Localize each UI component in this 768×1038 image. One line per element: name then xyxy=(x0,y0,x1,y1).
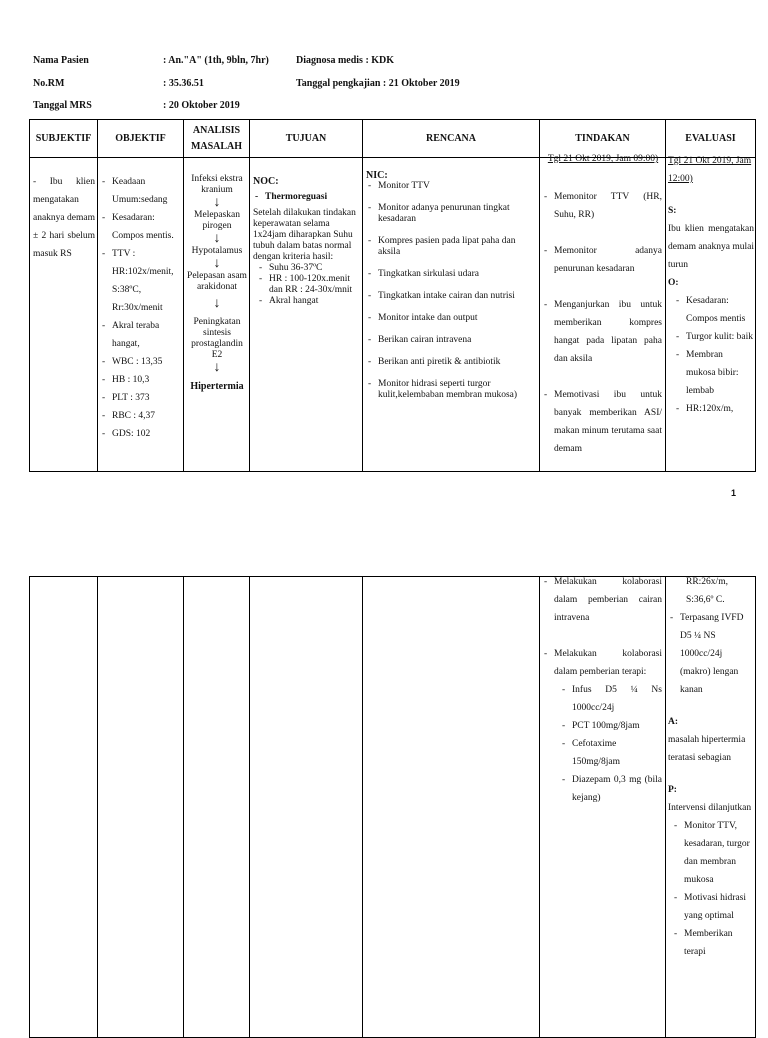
medical-diagnosis: Diagnosa medis : KDK xyxy=(296,55,395,66)
list-item: - Monitor intake dan output xyxy=(366,313,536,324)
list-item: - Tingkatkan sirkulasi udara xyxy=(366,269,536,280)
patient-name-label: Nama Pasien xyxy=(33,55,89,66)
list-item: - Keadaan Umum:sedang xyxy=(100,173,182,209)
list-item: - Kesadaran: Compos mentis. xyxy=(100,209,182,245)
eval-vitals: RR:26x/m, S:36,6º C. xyxy=(686,577,728,605)
list-item: - Membran mukosa bibir: lembab xyxy=(674,346,754,400)
arrow-down-icon: ↓ xyxy=(213,195,221,210)
list-item: - Turgor kulit: baik xyxy=(674,328,754,346)
o-list xyxy=(668,292,754,418)
list-item: - Suhu 36-37ºC xyxy=(257,263,360,274)
flow-step: Peningkatan sintesis prostaglandin E2 xyxy=(191,317,243,360)
list-item: - PLT : 373 xyxy=(100,389,182,407)
terapi-list xyxy=(554,681,662,807)
list-item: - Terpasang IVFD D5 ¼ NS 1000cc/24j (makro) lengan kanan xyxy=(668,609,754,699)
list-item: - Berikan cairan intravena xyxy=(366,335,536,346)
p-list xyxy=(668,817,754,961)
list-item: - Monitor hidrasi seperti turgor kulit,kelembaban membran mukosa) xyxy=(366,379,536,401)
evaluasi-content xyxy=(668,202,754,418)
tindakan-list xyxy=(542,188,662,458)
page-number: 1 xyxy=(731,488,737,498)
noc-item: - Thermoreguasi xyxy=(253,192,360,203)
list-item: - PCT 100mg/8jam xyxy=(560,717,662,735)
list-item xyxy=(542,645,662,807)
col-evaluasi: EVALUASI xyxy=(666,120,756,158)
list-item: - Kompres pasien pada lipat paha dan aksila xyxy=(366,236,536,258)
arrow-down-icon: ↓ xyxy=(213,296,221,311)
a-text: masalah hipertermia teratasi sebagian xyxy=(668,735,746,763)
objektif-list xyxy=(100,173,182,443)
list-item: - Motivasi hidrasi yang optimal xyxy=(672,889,754,925)
flow-step: Hypotalamus xyxy=(191,246,243,256)
analisis-flow xyxy=(185,174,249,392)
tujuan-text: Setelah dilakukan tindakan keperawatan selama 1x24jam diharapkan Suhu tubuh dalam batas normal dengan kriteria hasil: xyxy=(253,208,356,262)
flow-step: Pelepasan asam arakidonat xyxy=(187,271,247,292)
rencana-list xyxy=(366,181,536,401)
rencana-content xyxy=(366,170,536,401)
admission-date-value: : 20 Oktober 2019 xyxy=(163,100,240,111)
list-item: - RBC : 4,37 xyxy=(100,407,182,425)
list-item: - Monitor TTV, kesadaran, turgor dan membran mukosa xyxy=(672,817,754,889)
list-item: - Akral hangat xyxy=(257,296,360,307)
continuation-table xyxy=(29,576,756,1038)
arrow-down-icon: ↓ xyxy=(213,360,221,375)
s-label: S: xyxy=(668,206,677,216)
col-analisis: ANALISIS MASALAH xyxy=(184,120,250,158)
evaluasi-cont xyxy=(668,573,754,961)
list-item: - Kesadaran: Compos mentis xyxy=(674,292,754,328)
list-item: - Akral teraba hangat, xyxy=(100,317,182,353)
list-item: - Memonitor adanya penurunan kesadaran xyxy=(542,242,662,278)
o-label: O: xyxy=(668,278,679,288)
patient-name-value: : An."A" (1th, 9bln, 7hr) xyxy=(163,55,269,66)
list-item: - Monitor adanya penurunan tingkat kesadaran xyxy=(366,203,536,225)
list-item: - WBC : 13,35 xyxy=(100,353,182,371)
flow-step: Infeksi ekstra kranium xyxy=(191,174,243,195)
list-item: - HR : 100-120x.menit dan RR : 24-30x/mnit xyxy=(257,274,360,296)
table-row xyxy=(30,577,756,1038)
arrow-down-icon: ↓ xyxy=(213,256,221,271)
a-label: A: xyxy=(668,717,679,727)
list-item: - Memonitor TTV (HR, Suhu, RR) xyxy=(542,188,662,224)
list-item: - GDS: 102 xyxy=(100,425,182,443)
rm-number-label: No.RM xyxy=(33,78,65,89)
flow-step: Melepaskan pirogen xyxy=(194,210,240,231)
tindakan-date: Tgl 21 Okt 2019, Jam 09:00) xyxy=(547,154,659,164)
col-rencana: RENCANA xyxy=(363,120,540,158)
col-tujuan: TUJUAN xyxy=(250,120,363,158)
list-item: - Memotivasi ibu untuk banyak memberikan ASI/ makan minum terutama saat demam xyxy=(542,386,662,458)
p-text: Intervensi dilanjutkan xyxy=(668,803,752,813)
list-item: - Monitor TTV xyxy=(366,181,536,192)
criteria-list xyxy=(253,263,360,307)
assessment-date: Tanggal pengkajian : 21 Oktober 2019 xyxy=(296,78,460,89)
list-item: - Melakukan kolaborasi dalam pemberian cairan intravena xyxy=(542,573,662,627)
diagnosis-result: Hipertermia xyxy=(190,381,244,392)
col-subjektif: SUBJEKTIF xyxy=(30,120,98,158)
col-objektif: OBJEKTIF xyxy=(98,120,184,158)
list-item: - Tingkatkan intake cairan dan nutrisi xyxy=(366,291,536,302)
nic-label: NIC: xyxy=(366,170,388,181)
list-item: - Diazepam 0,3 mg (bila kejang) xyxy=(560,771,662,807)
list-item: - Cefotaxime 150mg/8jam xyxy=(560,735,662,771)
terapi-label: Melakukan kolaborasi dalam pemberian terapi: xyxy=(554,649,662,677)
evaluasi-date: Tgl 21 Okt 2019, Jam 12:00) xyxy=(668,156,752,184)
tindakan-cont-list xyxy=(542,573,662,807)
list-item: - HB : 10,3 xyxy=(100,371,182,389)
nursing-care-table xyxy=(29,119,756,472)
p-label: P: xyxy=(668,785,677,795)
eval-list xyxy=(668,609,754,699)
s-text: Ibu klien mengatakan demam anaknya mulai turun xyxy=(668,224,754,270)
list-item: - Memberikan terapi xyxy=(672,925,754,961)
admission-date-label: Tanggal MRS xyxy=(33,100,92,111)
arrow-down-icon: ↓ xyxy=(213,231,221,246)
list-item: - Berikan anti piretik & antibiotik xyxy=(366,357,536,368)
list-item: - Infus D5 ¼ Ns 1000cc/24j xyxy=(560,681,662,717)
noc-label: NOC: xyxy=(253,176,279,187)
list-item: - Menganjurkan ibu untuk memberikan kompres hangat pada lipatan paha dan aksila xyxy=(542,296,662,368)
list-item: - TTV : HR:102x/menit, S:38ºC, Rr:30x/menit xyxy=(100,245,182,317)
tujuan-content xyxy=(253,176,360,307)
table-row xyxy=(30,158,756,472)
col-tindakan: TINDAKAN xyxy=(540,120,666,158)
subjektif-text: - Ibu klien mengatakan anaknya demam ± 2 hari sbelum masuk RS xyxy=(33,177,95,259)
list-item: - HR:120x/m, xyxy=(674,400,754,418)
rm-number-value: : 35.36.51 xyxy=(163,78,204,89)
